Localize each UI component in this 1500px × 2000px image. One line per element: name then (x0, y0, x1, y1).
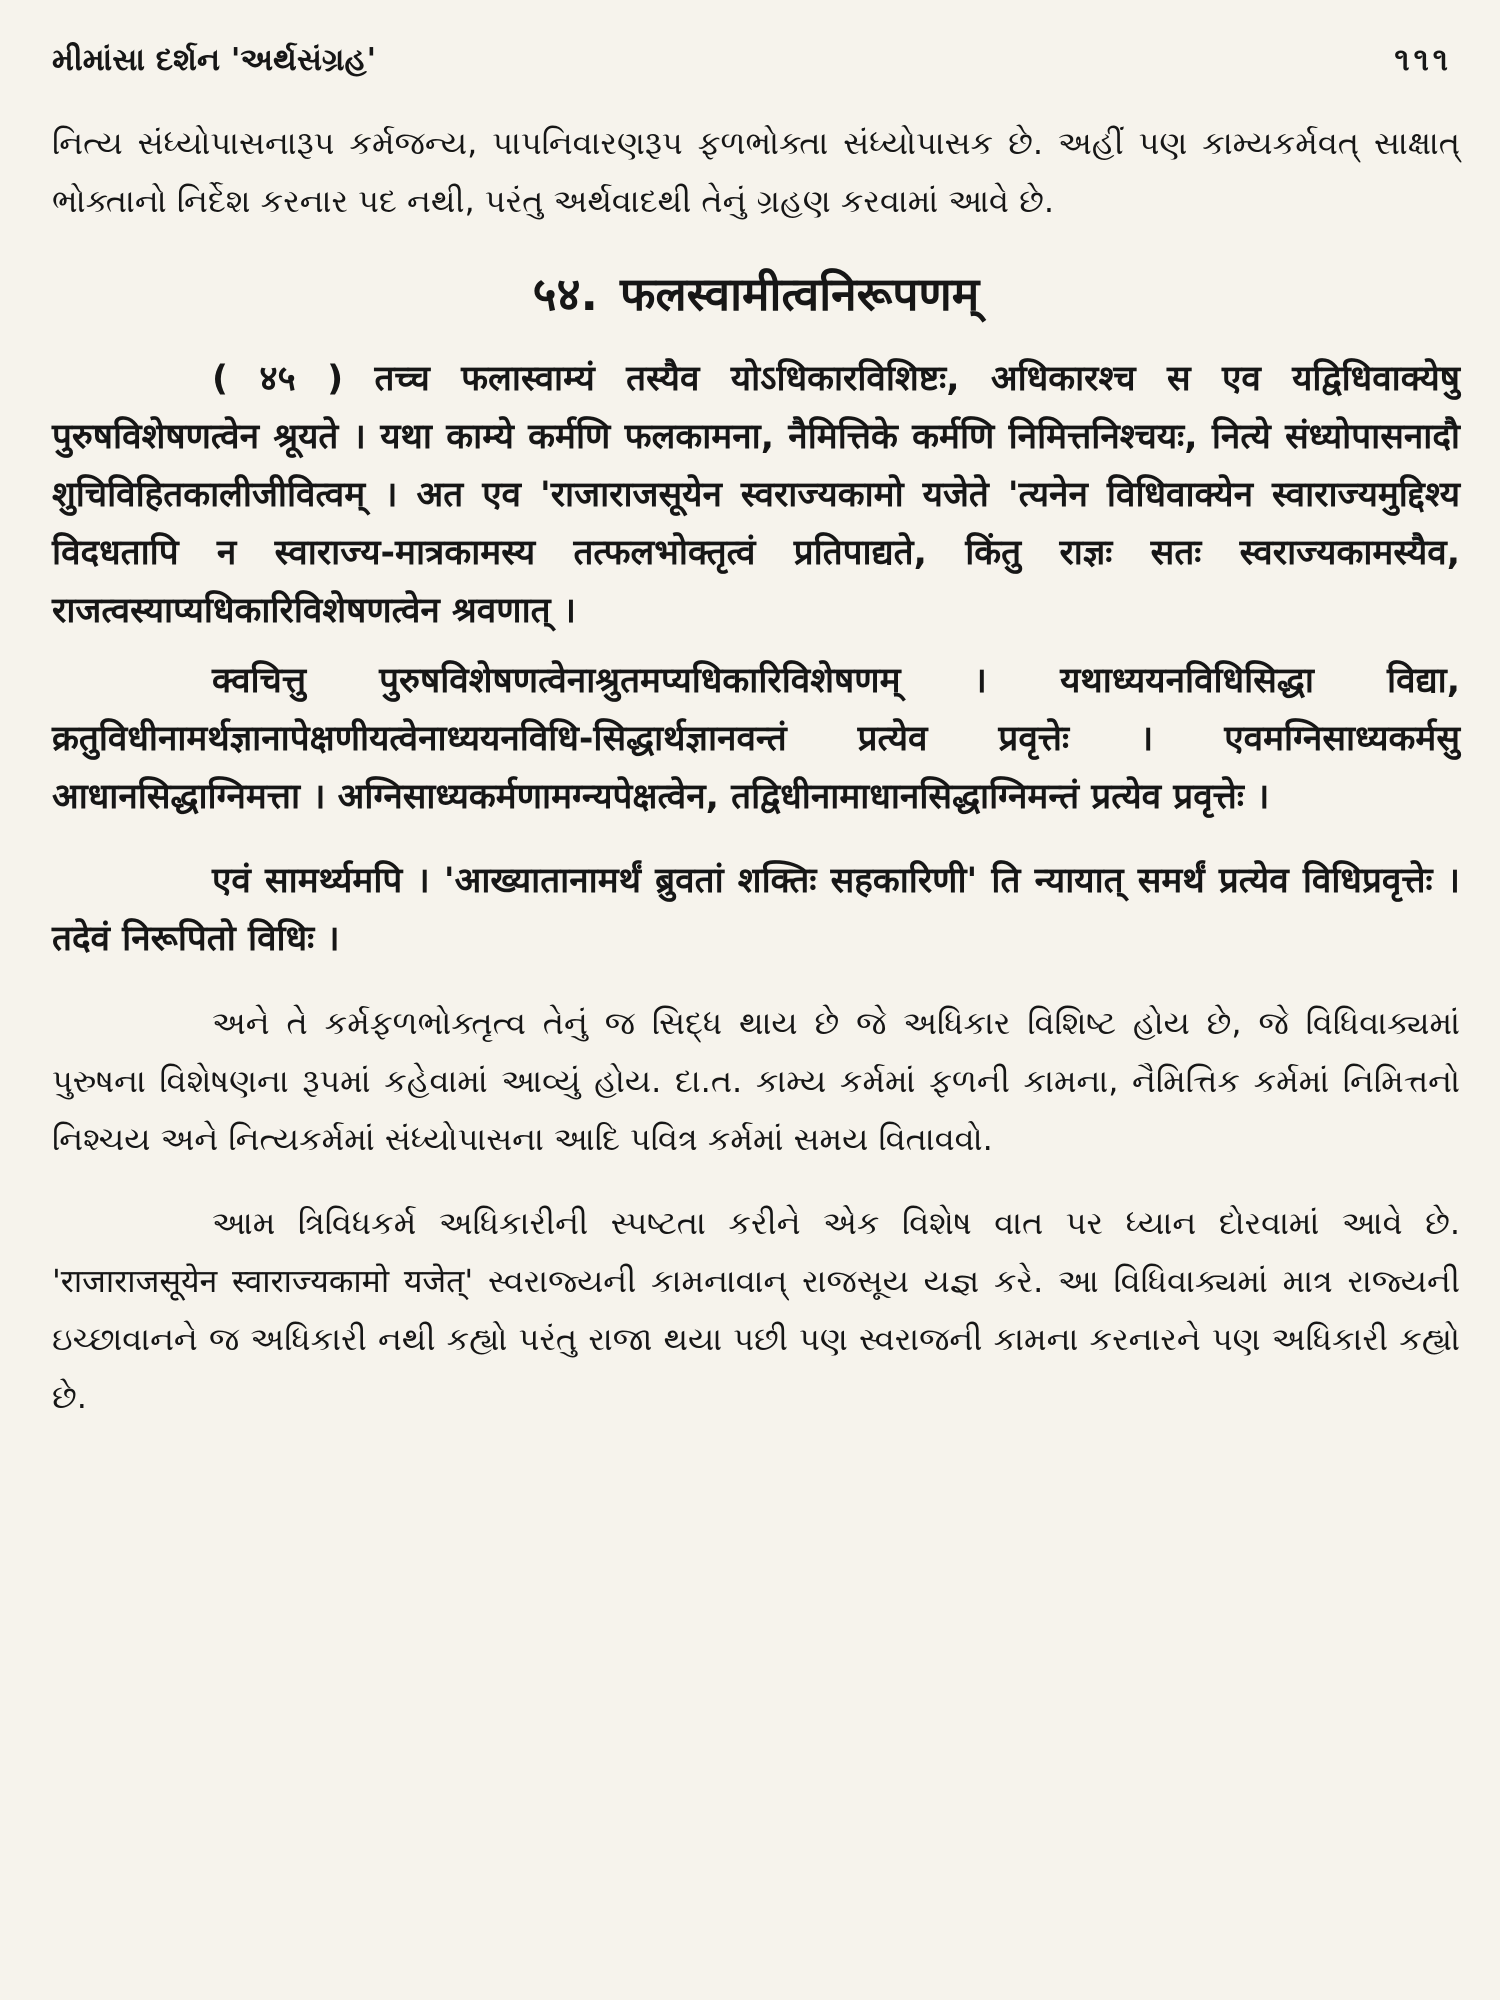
intro-paragraph: નિત્ય સંધ્યોપાસનારૂપ કર્મજન્ય, પાપનિવારણરૂપ ફળભોક્તા સંધ્યોપાસક છે. અહીં પણ કામ્યકર્મવત્ સાક્ષાત્ ભોક્તાનો નિર્દેશ કરનાર પદ નથી, પરંતુ અર્થવાદથી તેનું ગ્રહણ કરવામાં આવે છે. (52, 124, 1460, 220)
sanskrit-paragraph-2: क्वचित्तु पुरुषविशेषणत्वेनाश्रुतमप्यधिकारिविशेषणम् । यथाध्ययनविधिसिद्धा विद्या, क्रतुविधीनामर्थज्ञानापेक्षणीयत्वेनाध्ययनविधि-सिद्धार्थज्ञानवन्तं प्रत्येव प्रवृत्तेः । एवमग्निसाध्यकर्मसु आधानसिद्धाग्निमत्ता । अग्निसाध्यकर्मणामग्न्यपेक्षत्वेन, तद्विधीनामाधानसिद्धाग्निमन्तं प्रत्येव प्रवृत्तेः । (52, 661, 1460, 817)
section-title: फलस्वामीत्वनिरूपणम् (620, 267, 980, 321)
sanskrit-paragraph-3: एवं सामर्थ्यमपि । 'आख्यातानामर्थं ब्रुवतां शक्तिः सहकारिणी' ति न्यायात् समर्थं प्रत्येव विधिप्रवृत्तेः । तदेवं निरूपितो विधिः । (52, 861, 1460, 959)
section-heading (52, 264, 1460, 324)
section-number: ५४. (532, 267, 598, 321)
gujarati-paragraph-2: આમ ત્રિવિધકર્મ અધિકારીની સ્પષ્ટતા કરીને એક વિશેષ વાત પર ધ્યાન દોરવામાં આવે છે. 'राजाराजसूयेन स्वाराज्यकामो यजेत्' સ્વરાજ્યની કામનાવાન્ રાજસૂય યજ્ઞ કરે. આ વિધિવાક્યમાં માત્ર રાજ્યની ઇચ્છાવાનને જ અધિકારી નથી કહ્યો પરંતુ રાજા થયા પછી પણ સ્વરાજની કામના કરનારને પણ અધિકારી કહ્યો છે. (52, 1204, 1460, 1416)
sanskrit-paragraph-1: ( ४५ ) तच्च फलास्वाम्यं तस्यैव योऽधिकारविशिष्टः, अधिकारश्च स एव यद्विधिवाक्येषु पुरुषविशेषणत्वेन श्रूयते । यथा काम्ये कर्मणि फलकामना, नैमित्तिके कर्मणि निमित्तनिश्चयः, नित्ये संध्योपासनादौ शुचिविहितकालीजीवित्वम् । अत एव 'राजाराजसूयेन स्वराज्यकामो यजेते 'त्यनेन विधिवाक्येन स्वाराज्यमुद्दिश्य विदधतापि न स्वाराज्य-मात्रकामस्य तत्फलभोक्तृत्वं प्रतिपाद्यते, किंतु राज्ञः सतः स्वराज्यकामस्यैव, राजत्वस्याप्यधिकारिविशेषणत्वेन श्रवणात् । (52, 359, 1460, 631)
running-title: મીમાંસા દર્શન 'અર્થસંગ્રહ' (52, 42, 377, 78)
running-header (52, 40, 1460, 80)
page-number: ૧૧૧ (1394, 42, 1452, 78)
gujarati-paragraph-1: અને તે કર્મફળભોક્તૃત્વ તેનું જ સિદ્ધ થાય છે જે અધિકાર વિશિષ્ટ હોય છે, જે વિધિવાક્યમાં પુરુષના વિશેષણના રૂપમાં કહેવામાં આવ્યું હોય. દા.ત. કામ્ય કર્મમાં ફળની કામના, નૈમિત્તિક કર્મમાં નિમિત્તનો નિશ્ચય અને નિત્યકર્મમાં સંધ્યોપાસના આદિ પવિત્ર કર્મમાં સમય વિતાવવો. (52, 1004, 1460, 1158)
